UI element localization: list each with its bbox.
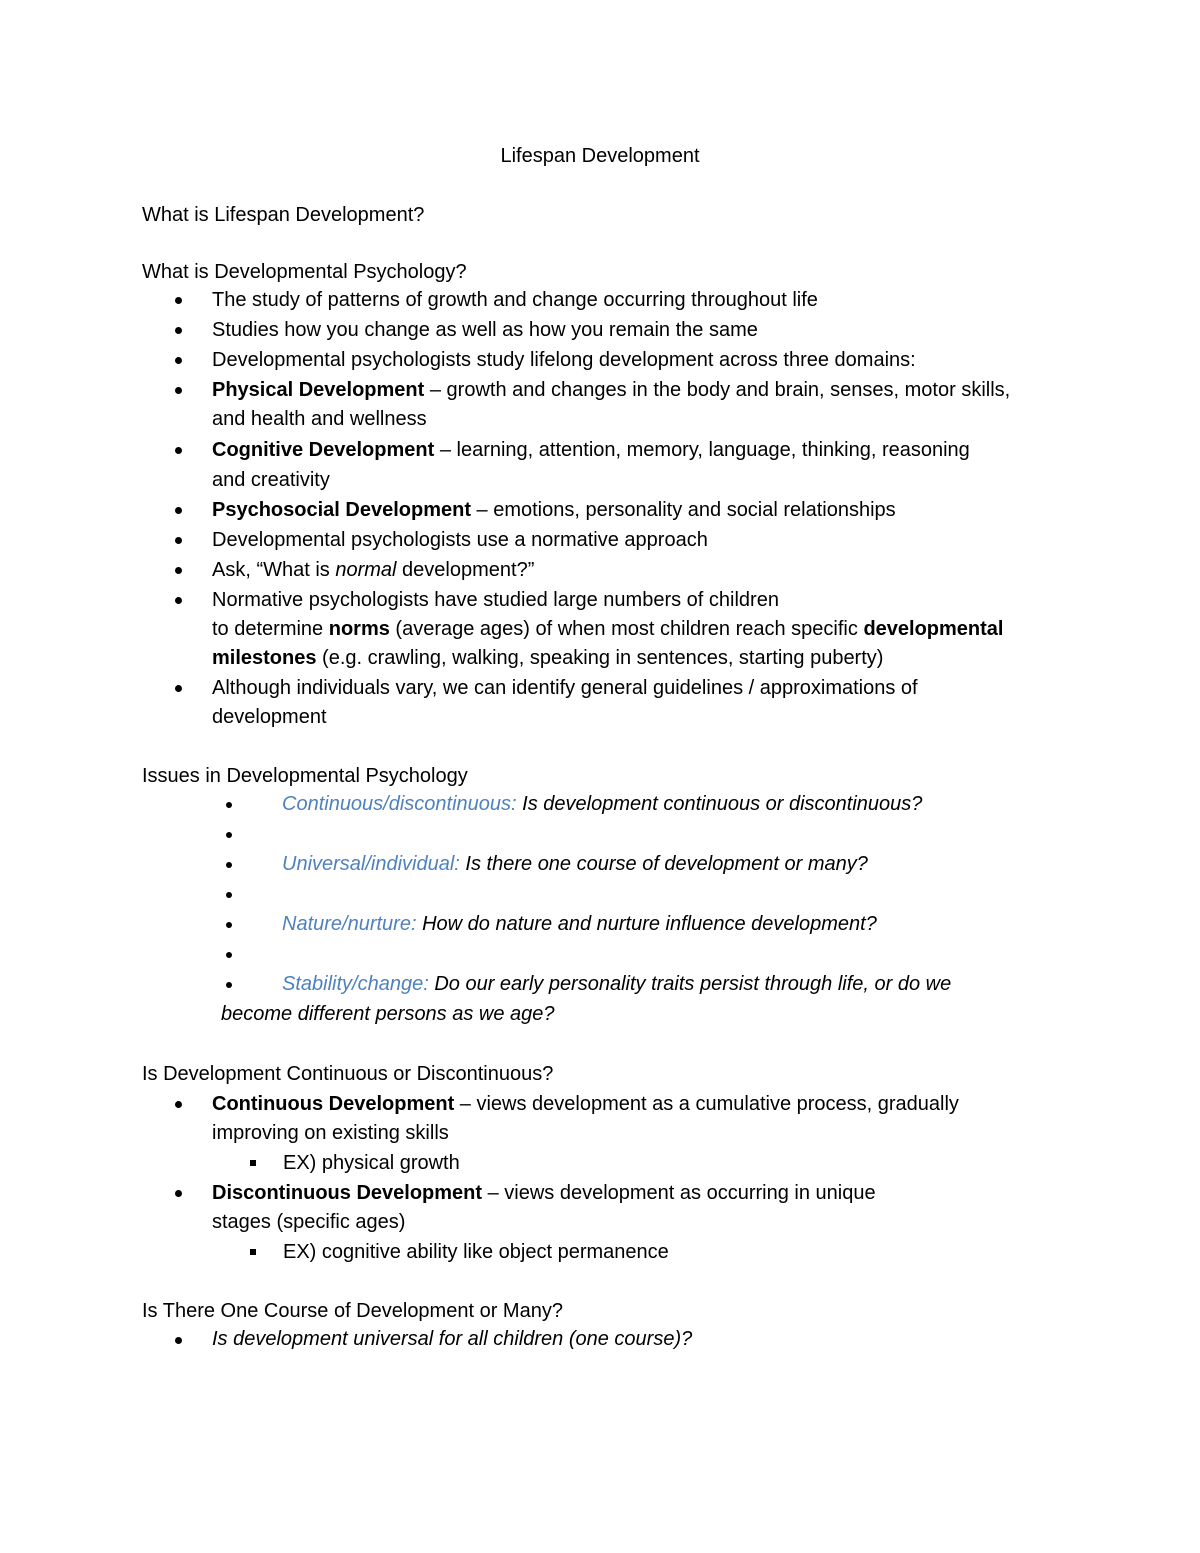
definition: – views development as a cumulative process, gradually xyxy=(454,1093,959,1115)
bullet-icon xyxy=(175,507,182,514)
term: developmental xyxy=(863,618,1004,640)
issue-term: Stability/change: xyxy=(282,973,429,995)
list-item-continuation xyxy=(212,644,883,672)
issue-item xyxy=(282,910,877,938)
issue-term: Universal/individual: xyxy=(282,853,460,875)
list-item-discontinuous xyxy=(212,1179,876,1207)
emphasis: normal xyxy=(335,559,397,581)
bullet-icon xyxy=(175,387,182,394)
issue-item xyxy=(282,790,922,818)
heading-issues: Issues in Developmental Psychology xyxy=(142,765,468,787)
list-item-continuation: improving on existing skills xyxy=(212,1122,449,1144)
bullet-icon xyxy=(226,832,232,838)
list-item: Normative psychologists have studied large numbers of children xyxy=(212,589,779,611)
issue-term: Continuous/discontinuous: xyxy=(282,793,517,815)
bullet-icon xyxy=(175,1337,182,1344)
list-item: The study of patterns of growth and change occurring throughout life xyxy=(212,289,818,311)
bullet-icon xyxy=(175,297,182,304)
term: norms xyxy=(328,618,390,640)
list-item-continuation: development xyxy=(212,706,327,728)
bullet-icon xyxy=(226,982,232,988)
bullet-icon xyxy=(226,952,232,958)
list-item: Developmental psychologists study lifelong development across three domains: xyxy=(212,349,916,371)
issue-term: Nature/nurture: xyxy=(282,913,417,935)
heading-continuity: Is Development Continuous or Discontinuous? xyxy=(142,1063,554,1085)
list-item: Developmental psychologists use a normative approach xyxy=(212,529,708,551)
text: (average ages) of when most children reach specific xyxy=(389,618,864,640)
bullet-icon xyxy=(226,922,232,928)
bullet-icon xyxy=(226,802,232,808)
list-item-continuation: stages (specific ages) xyxy=(212,1211,406,1233)
heading-lifespan: What is Lifespan Development? xyxy=(142,204,425,226)
issue-item-continuation: become different persons as we age? xyxy=(221,1003,555,1025)
bullet-icon xyxy=(226,862,232,868)
square-bullet-icon xyxy=(250,1160,256,1166)
bullet-icon xyxy=(175,357,182,364)
heading-developmental-psychology: What is Developmental Psychology? xyxy=(142,261,467,283)
bullet-icon xyxy=(175,597,182,604)
definition: – growth and changes in the body and brain, senses, motor skills, xyxy=(424,379,1011,401)
list-item-psychosocial xyxy=(212,496,896,524)
term: Physical Development xyxy=(212,379,425,401)
text: development?” xyxy=(396,559,535,581)
example-item: EX) physical growth xyxy=(283,1152,460,1174)
example-item: EX) cognitive ability like object permanence xyxy=(283,1241,669,1263)
term: Psychosocial Development xyxy=(212,499,471,521)
bullet-icon xyxy=(175,537,182,544)
list-item: Studies how you change as well as how you remain the same xyxy=(212,319,758,341)
issue-item xyxy=(282,970,951,998)
issue-question: Is there one course of development or many? xyxy=(459,853,868,875)
bullet-icon xyxy=(175,327,182,334)
text: Ask, “What is xyxy=(212,559,336,581)
term: Cognitive Development xyxy=(212,439,435,461)
bullet-icon xyxy=(175,685,182,692)
list-item-physical xyxy=(212,376,1010,404)
list-item: Although individuals vary, we can identify general guidelines / approximations of xyxy=(212,677,918,699)
square-bullet-icon xyxy=(250,1249,256,1255)
bullet-icon xyxy=(175,567,182,574)
bullet-icon xyxy=(226,892,232,898)
term: Discontinuous Development xyxy=(212,1182,483,1204)
issue-question: How do nature and nurture influence development? xyxy=(416,913,877,935)
bullet-icon xyxy=(175,447,182,454)
heading-course: Is There One Course of Development or Many? xyxy=(142,1300,563,1322)
definition: – emotions, personality and social relationships xyxy=(470,499,896,521)
list-item xyxy=(212,556,534,584)
document-title: Lifespan Development xyxy=(500,145,700,167)
list-item-continuous xyxy=(212,1090,959,1118)
list-item: Is development universal for all children (one course)? xyxy=(212,1328,693,1350)
bullet-icon xyxy=(175,1101,182,1108)
list-item-cognitive xyxy=(212,436,970,464)
text: (e.g. crawling, walking, speaking in sentences, starting puberty) xyxy=(316,647,884,669)
list-item-continuation: and health and wellness xyxy=(212,408,427,430)
definition: – views development as occurring in unique xyxy=(482,1182,876,1204)
list-item-continuation: and creativity xyxy=(212,469,330,491)
bullet-icon xyxy=(175,1190,182,1197)
issue-item xyxy=(282,850,868,878)
definition: – learning, attention, memory, language, thinking, reasoning xyxy=(434,439,970,461)
term: Continuous Development xyxy=(212,1093,455,1115)
text: to determine xyxy=(212,618,329,640)
issue-question: Is development continuous or discontinuous? xyxy=(516,793,923,815)
issue-question: Do our early personality traits persist through life, or do we xyxy=(428,973,952,995)
term: milestones xyxy=(212,647,317,669)
list-item-continuation xyxy=(212,615,1003,643)
